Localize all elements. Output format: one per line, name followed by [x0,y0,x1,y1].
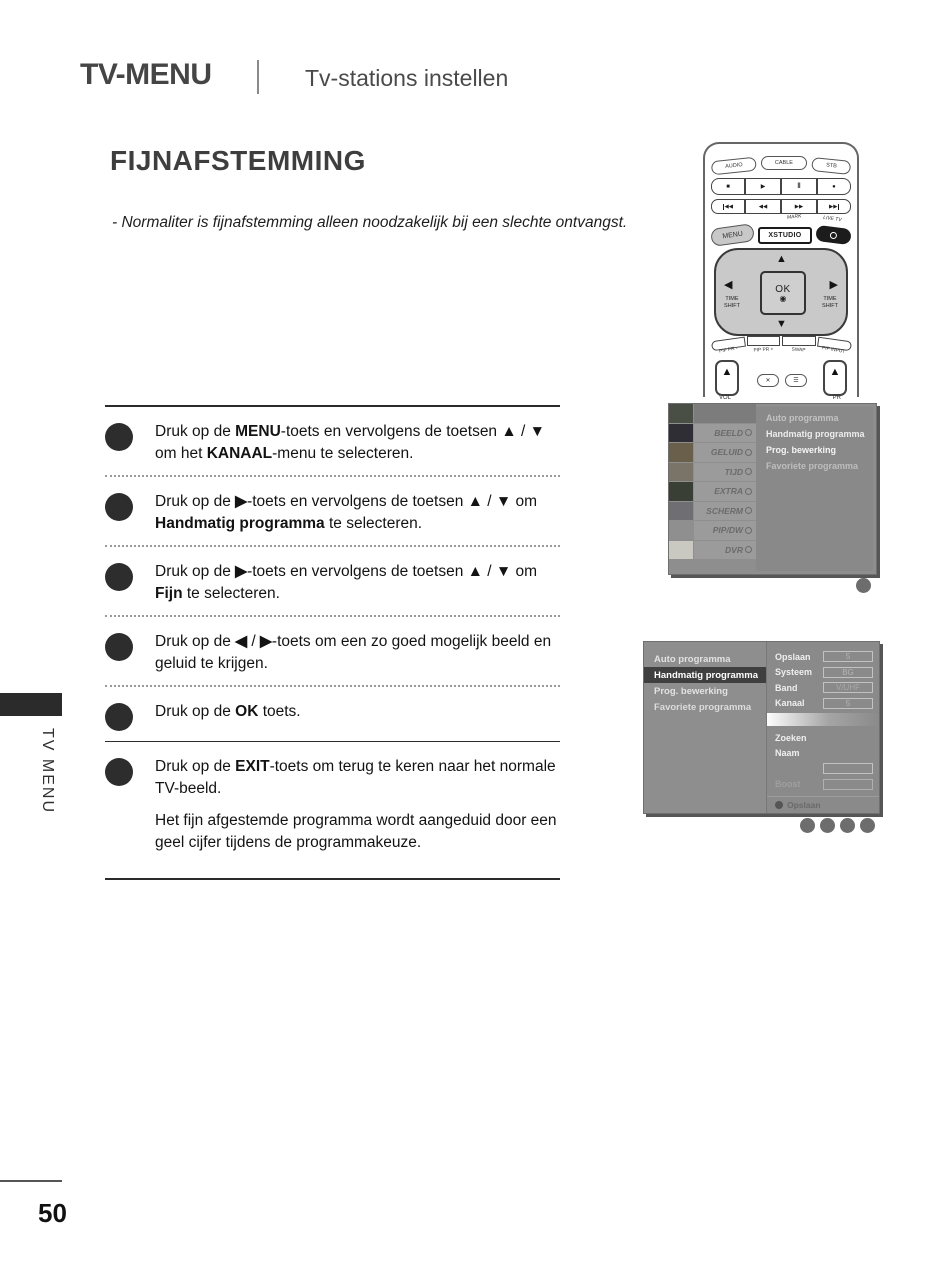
cable-button: CABLE [761,156,806,170]
field-zoeken: Zoeken [775,732,807,743]
ok-dot-icon [775,801,783,809]
pr-up-icon: ▲ [829,366,841,378]
geluid-icon [669,443,693,462]
mark-label: MARK [786,213,802,221]
nav-down-icon: ▼ [776,318,787,330]
page-subtitle: Tv-stations instellen [305,65,509,91]
menu-item-favoriete-programma: Favoriete programma [654,701,752,713]
step-2-text: Druk op de ▶-toets en vervolgens de toetsen ▲ / ▼ om Handmatig programma te selecteren. [155,493,538,532]
step-3-text: Druk op de ▶-toets en vervolgens de toetsen ▲ / ▼ om Fijn te selecteren. [155,563,538,602]
field-kanaal: Kanaal 5 [767,696,879,712]
field-opslaan: Opslaan 5 [767,649,879,665]
menu-row-beeld: BEELD [669,424,876,443]
step-indicator-dot [840,818,855,833]
tv-menu-screenshot-1 [668,403,877,575]
step-4 [105,617,560,687]
step-3 [105,547,560,617]
step-6 [105,742,560,880]
chapter-vertical-label: TV MENU [39,728,56,814]
pip-pr-plus-button [747,336,781,346]
step-6-badge [105,758,133,786]
opslaan-action-label: Opslaan [787,800,821,810]
livetv-label: LIVE TV [822,214,842,224]
step-5 [105,687,560,742]
chapter-tab [0,693,62,716]
nav-right-icon: ▶ [829,279,838,291]
step-1-badge [105,423,133,451]
boost-value-box [823,779,873,790]
step-5-badge [105,703,133,731]
menu-row-extra: EXTRA [669,482,876,501]
navigation-pad [714,248,848,336]
step-1 [105,407,560,477]
menu-item-auto-programma: Auto programma [766,413,839,423]
menu-item-favoriete-programma: Favoriete programma [766,461,859,471]
field-systeem: Systeem BG [767,665,879,681]
ok-button [760,271,806,315]
step-1-text: Druk op de MENU-toets en vervolgens de toetsen ▲ / ▼ om het KANAAL-menu te selecteren. [155,423,545,462]
step-3-badge [105,563,133,591]
step-4-text: Druk op de ◀ / ▶-toets om een zo goed mogelijk beeld en geluid te krijgen. [155,633,552,672]
tv-menu-screenshot-2 [643,641,880,814]
menu-row-tijd: TIJD [669,463,876,482]
menu-item-handmatig-programma-selected: Handmatig programma [644,667,766,683]
menu-button: MENU [710,223,755,247]
ok-dot-icon: ◉ [779,293,787,303]
swap-button [782,336,816,346]
step-2-badge [105,493,133,521]
stb-button: STB [811,157,852,175]
section-heading: FIJNAFSTEMMING [110,145,366,176]
page-number: 50 [38,1198,67,1228]
volume-up-button [715,360,739,396]
instruction-steps [105,405,560,880]
kanaal-label-selected [694,404,756,423]
scherm-icon [669,502,693,521]
skip-forward-icon: ▶▶ [817,199,851,214]
kanaal-icon [669,404,693,423]
play-icon: ▶ [745,178,781,195]
pause-icon: ‖ [781,178,817,195]
band-value: V/UHF [823,682,873,693]
menu-row-scherm: SCHERM [669,502,876,521]
menu-item-prog-bewerking: Prog. bewerking [766,445,837,455]
step-5-text: Druk op de OK toets. [155,703,301,720]
mute-icon: ✕ [765,378,771,384]
nav-up-icon: ▲ [776,253,787,265]
audio-button: AUDIO [711,157,758,176]
ok-label: OK [775,283,791,295]
record-icon: ● [817,178,851,195]
list-icon: ☰ [793,378,799,384]
naam-value-row [767,761,879,777]
menu-item-prog-bewerking: Prog. bewerking [654,685,728,697]
step-6-text [155,756,560,854]
stop-icon: ■ [711,178,745,195]
step-indicator-dot [820,818,835,833]
panel-footer [767,796,879,813]
handmatig-programma-panel [766,642,879,813]
naam-value-box [823,763,873,774]
kanaal-value: 5 [823,698,873,709]
timeshift-right-label: TIME SHIFT [822,296,838,309]
pipdw-icon [669,521,693,540]
tijd-icon [669,463,693,482]
extra-icon [669,482,693,501]
step-6-paragraph-1: Druk op de EXIT-toets om terug te keren naar het normale TV-beeld. [155,758,556,797]
skip-bar [838,204,839,210]
kanaal-submenu-panel [756,407,873,571]
menu-row-dvr: DVR [669,541,876,560]
field-band: Band V/UHF [767,680,879,696]
beeld-icon [669,424,693,443]
nav-left-icon: ◀ [724,279,733,291]
rewind-icon: ◀◀ [745,199,781,214]
skip-back-icon: ◀◀ [711,199,745,214]
field-naam: Naam [775,748,800,759]
remote-control-illustration [703,142,859,401]
menu-row-pipdw: PIP/DW [669,521,876,540]
power-icon [829,231,837,239]
pip-input-label: PIP INPUT [821,346,846,355]
power-button [815,225,852,245]
step-indicator-dots [800,818,875,833]
qmenu-button [785,374,807,387]
opslaan-value: 5 [823,651,873,662]
systeem-value: BG [823,667,873,678]
mute-button [757,374,779,387]
header-divider [257,60,259,94]
step-2 [105,477,560,547]
swap-label: SWAP [791,347,806,354]
programme-up-button [823,360,847,396]
vol-label: VOL [719,395,732,401]
fine-tune-slider [767,713,879,726]
timeshift-left-label: TIME SHIFT [724,296,740,309]
pr-label: PR [832,395,841,401]
dvr-icon [669,541,693,560]
step-indicator-dot [856,578,871,593]
pip-pr-minus-label: PIP PR - [718,346,739,355]
submenu-list [644,642,766,813]
field-boost: Boost [767,777,879,793]
step-4-badge [105,633,133,661]
footer-rule [0,1180,62,1182]
step-6-paragraph-2: Het fijn afgestemde programma wordt aangeduid door een geel cijfer tijdens de programmakeuze. [155,812,557,851]
page-section-title: TV-MENU [80,58,212,91]
vol-up-icon: ▲ [721,366,733,378]
section-note: - Normaliter is fijnafstemming alleen noodzakelijk bij een slechte ontvangst. [112,214,628,231]
fast-forward-icon: ▶▶ [781,199,817,214]
xstudio-button: XSTUDIO [758,227,811,244]
menu-row-geluid: GELUID [669,443,876,462]
step-indicator-dot [800,818,815,833]
pip-pr-plus-label: PIP PR + [753,347,774,354]
menu-item-auto-programma: Auto programma [654,653,731,665]
step-indicator-dot [860,818,875,833]
menu-item-handmatig-programma: Handmatig programma [766,429,865,439]
